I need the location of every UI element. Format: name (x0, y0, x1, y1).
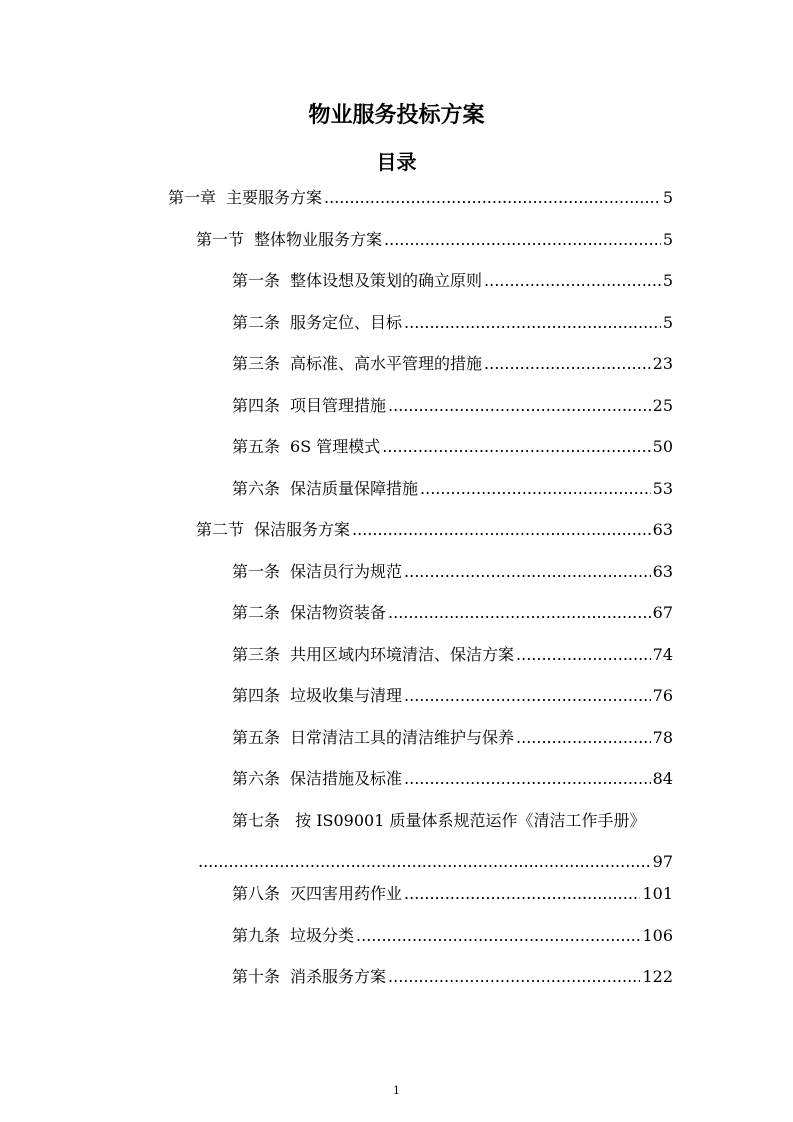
dot-leader (516, 728, 651, 748)
toc-entry-page: 63 (652, 520, 673, 539)
toc-entry-article[interactable] (232, 437, 673, 457)
toc-entry-number: 第四条 (232, 686, 281, 705)
toc-entry-title: 高标准、高水平管理的措施 (290, 354, 483, 373)
toc-entry-number: 第十条 (232, 967, 281, 986)
toc-entry-title: 保洁员行为规范 (290, 562, 403, 581)
toc-entry-number: 第一条 (232, 562, 281, 581)
toc-entry-number: 第九条 (232, 926, 281, 945)
dot-leader (198, 852, 651, 872)
toc-entry-title: 6S 管理模式 (290, 437, 381, 456)
toc-entry-article[interactable] (232, 967, 673, 987)
toc-heading: 目录 (376, 150, 417, 174)
toc-entry-page: 76 (652, 686, 673, 705)
toc-entry-wrap-continuation[interactable] (196, 852, 673, 872)
toc-entry-title: 保洁服务方案 (254, 520, 351, 539)
toc-entry-article[interactable] (232, 603, 673, 623)
dot-leader (516, 645, 651, 665)
toc-entry-page: 23 (652, 354, 673, 373)
toc-entry-number: 第六条 (232, 479, 281, 498)
toc-entry-page: 74 (652, 645, 673, 664)
toc-entry-number: 第五条 (232, 728, 281, 747)
toc-entry-title: 主要服务方案 (226, 188, 323, 207)
dot-leader (484, 271, 661, 291)
dot-leader (388, 967, 640, 987)
toc-entry-number: 第七条 (232, 811, 281, 830)
toc-entry-number: 第二节 (196, 520, 245, 539)
toc-entry-page: 78 (652, 728, 673, 747)
toc-entry-article[interactable] (232, 884, 673, 904)
toc-entry-section-2[interactable] (196, 520, 673, 540)
toc-entry-page: 63 (652, 562, 673, 581)
toc-entry-article[interactable] (232, 686, 673, 706)
toc-entry-page: 67 (652, 603, 673, 622)
toc-entry-number: 第四条 (232, 396, 281, 415)
toc-entry-page: 106 (642, 926, 673, 945)
toc-entry-number: 第二条 (232, 313, 281, 332)
dot-leader (384, 230, 661, 250)
toc-entry-page: 97 (652, 852, 673, 871)
toc-entry-title: 项目管理措施 (290, 396, 387, 415)
toc-entry-title: 整体物业服务方案 (254, 230, 383, 249)
dot-leader (352, 520, 651, 540)
toc-entry-title: 保洁质量保障措施 (290, 479, 419, 498)
toc-entry-section-1[interactable] (196, 230, 673, 250)
toc-entry-number: 第三条 (232, 645, 281, 664)
toc-entry-page: 5 (662, 230, 673, 249)
toc-entry-title: 服务定位、目标 (290, 313, 403, 332)
toc-entry-article[interactable] (232, 926, 673, 946)
dot-leader (404, 313, 661, 333)
toc-entry-number: 第一章 (168, 188, 217, 207)
dot-leader (356, 926, 640, 946)
toc-entry-article[interactable] (232, 728, 673, 748)
toc-entry-article[interactable] (232, 645, 673, 665)
toc-entry-number: 第二条 (232, 603, 281, 622)
toc-entry-article[interactable] (232, 313, 673, 333)
page-number: 1 (393, 1084, 400, 1097)
toc-entry-article-wrapped[interactable] (232, 811, 673, 831)
toc-entry-chapter-1[interactable] (168, 188, 673, 208)
toc-entry-article[interactable] (232, 354, 673, 374)
toc-entry-page: 5 (662, 271, 673, 290)
toc-entry-title: 保洁物资装备 (290, 603, 387, 622)
toc-entry-number: 第八条 (232, 884, 281, 903)
toc-entry-title: 垃圾收集与清理 (290, 686, 403, 705)
dot-leader (484, 354, 651, 374)
toc-entry-number: 第一条 (232, 271, 281, 290)
toc-entry-title: 垃圾分类 (290, 926, 355, 945)
toc-entry-article[interactable] (232, 396, 673, 416)
document-title: 物业服务投标方案 (308, 103, 485, 128)
toc-entry-page: 50 (652, 437, 673, 456)
toc-entry-title: 共用区域内环境清洁、保洁方案 (290, 645, 515, 664)
toc-entry-page: 122 (642, 967, 673, 986)
toc-entry-page: 101 (642, 884, 673, 903)
toc-entry-title: 整体设想及策划的确立原则 (290, 271, 483, 290)
toc-entry-title: 消杀服务方案 (290, 967, 387, 986)
toc-entry-title: 按 IS09001 质量体系规范运作《清洁工作手册》 (295, 811, 646, 830)
dot-leader (382, 437, 650, 457)
toc-entry-page: 5 (662, 188, 673, 207)
toc-entry-page: 84 (652, 769, 673, 788)
dot-leader (420, 479, 651, 499)
toc-entry-title: 保洁措施及标准 (290, 769, 403, 788)
dot-leader (324, 188, 661, 208)
toc-entry-article[interactable] (232, 479, 673, 499)
toc-entry-title: 日常清洁工具的清洁维护与保养 (290, 728, 515, 747)
toc-entry-number: 第三条 (232, 354, 281, 373)
toc-entry-page: 5 (662, 313, 673, 332)
toc-entry-article[interactable] (232, 769, 673, 789)
dot-leader (404, 686, 651, 706)
dot-leader (388, 603, 651, 623)
dot-leader (388, 396, 651, 416)
dot-leader (404, 769, 651, 789)
toc-entry-number: 第一节 (196, 230, 245, 249)
toc-entry-page: 53 (652, 479, 673, 498)
toc-entry-number: 第五条 (232, 437, 281, 456)
toc-entry-number: 第六条 (232, 769, 281, 788)
dot-leader (404, 562, 651, 582)
toc-entry-article[interactable] (232, 271, 673, 291)
toc-entry-article[interactable] (232, 562, 673, 582)
toc-entry-page: 25 (652, 396, 673, 415)
dot-leader (404, 884, 640, 904)
toc-entry-title: 灭四害用药作业 (290, 884, 403, 903)
